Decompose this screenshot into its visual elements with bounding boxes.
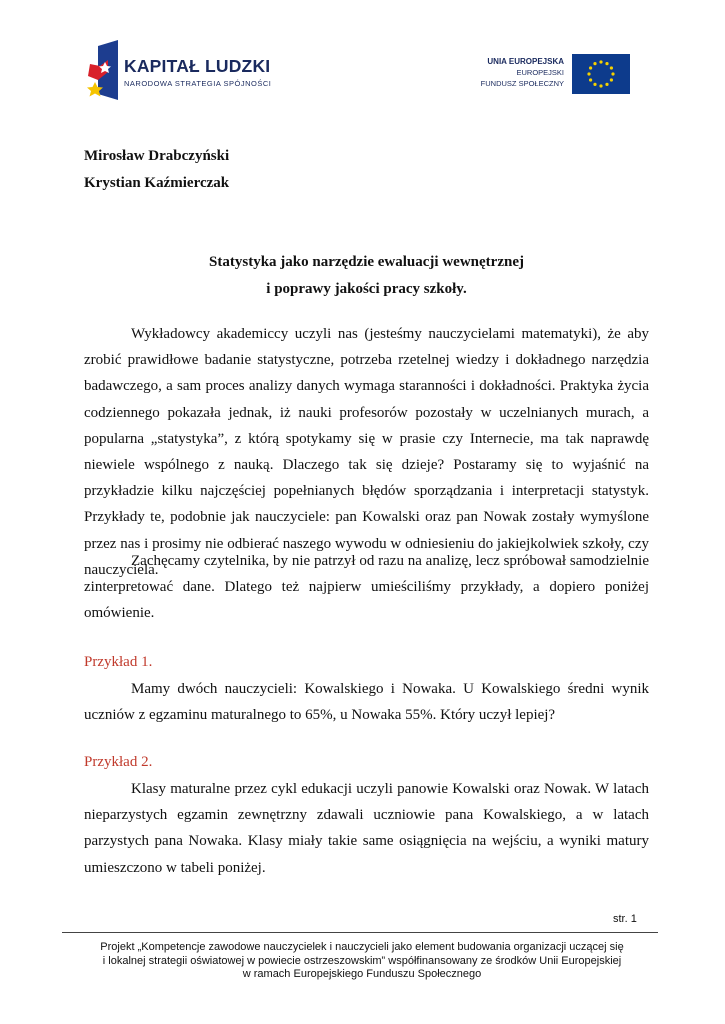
intro-paragraph: Wykładowcy akademiccy uczyli nas (jesteśmy nauczycielami matematyki), że aby zrobić prawidłowe badanie statystyczne, potrzeba rzetelnej wiedzy i dokładnego narzędzia badawczego, a sam proces analizy danych wymaga staranności i dokładności. Praktyka życia codziennego pokazała jednak, iż nauki profesorów pozostały w uczelnianych murach, a popularna „statystyka”, z którą spotykamy się w prasie czy Internecie, ma tak naprawdę niewiele wspólnego z nauką. Dlaczego tak się dzieje? Postaramy się to wyjaśnić na przykładzie kilku najczęściej popełnianych błędów sporządzania i interpretacji statystyk. Przykłady te, podobnie jak nauczyciele: pan Kowalski oraz pan Nowak zostały wymyślone przez nas i prosimy nie odbierać naszego wywodu w odniesieniu do jakiejkolwiek szkoły, czy nauczyciela. <box>84 326 649 578</box>
title-line: i poprawy jakości pracy szkoły. <box>266 281 467 297</box>
encouragement-paragraph: Zachęcamy czytelnika, by nie patrzył od razu na analizę, lecz spróbował samodzielnie zinterpretować dane. Dlatego też najpierw umieściliśmy przykłady, a dopiero poniżej omówienie. <box>84 553 649 622</box>
title-line: Statystyka jako narzędzie ewaluacji wewnętrznej <box>209 254 524 270</box>
footer-line: w ramach Europejskiego Funduszu Społecznego <box>242 968 482 980</box>
kapital-ludzki-emblem-icon <box>84 40 124 104</box>
eu-logo-text <box>481 56 564 89</box>
example-2-text: Klasy maturalne przez cykl edukacji uczyli panowie Kowalski oraz Nowak. W latach nieparzystych egzamin zewnętrzny zdawali uczniowie pana Kowalskiego, a w latach parzystych pana Nowaka. Klasy miały takie same osiągnięcia na wejściu, a wyniki matury umieszczono w tabeli poniżej. <box>84 781 649 876</box>
example-2-heading: Przykład 2. <box>84 754 153 770</box>
document-title <box>84 249 649 303</box>
example-1-text: Mamy dwóch nauczycieli: Kowalskiego i Nowaka. U Kowalskiego średni wynik uczniów z egzaminu maturalnego to 65%, u Nowaka 55%. Który uczył lepiej? <box>84 681 649 724</box>
eu-logo-line1: UNIA EUROPEJSKA <box>487 57 564 66</box>
footer-line: i lokalnej strategii oświatowej w powiecie ostrzeszowskim” współfinansowany ze środków Unii Europejskiej <box>102 954 622 967</box>
eu-logo-line3: FUNDUSZ SPOŁECZNY <box>480 79 564 88</box>
kapital-ludzki-subtitle: NARODOWA STRATEGIA SPÓJNOŚCI <box>124 79 272 88</box>
example-1-heading: Przykład 1. <box>84 654 153 670</box>
eu-logo <box>470 52 630 96</box>
footer-text <box>62 941 662 982</box>
footer-divider <box>62 932 658 933</box>
author-name: Krystian Kaźmierczak <box>84 175 230 191</box>
eu-flag-icon <box>572 54 630 94</box>
author-name: Mirosław Drabczyński <box>84 148 230 164</box>
page-number: str. 1 <box>613 913 637 925</box>
footer-line: Projekt „Kompetencje zawodowe nauczycielek i nauczycieli jako element budowania organizacji uczącej się <box>100 941 624 953</box>
eu-logo-line2: EUROPEJSKI <box>516 68 564 77</box>
authors-block <box>84 143 229 197</box>
kapital-ludzki-title: KAPITAŁ LUDZKI <box>124 56 271 76</box>
kapital-ludzki-logo <box>84 40 274 104</box>
